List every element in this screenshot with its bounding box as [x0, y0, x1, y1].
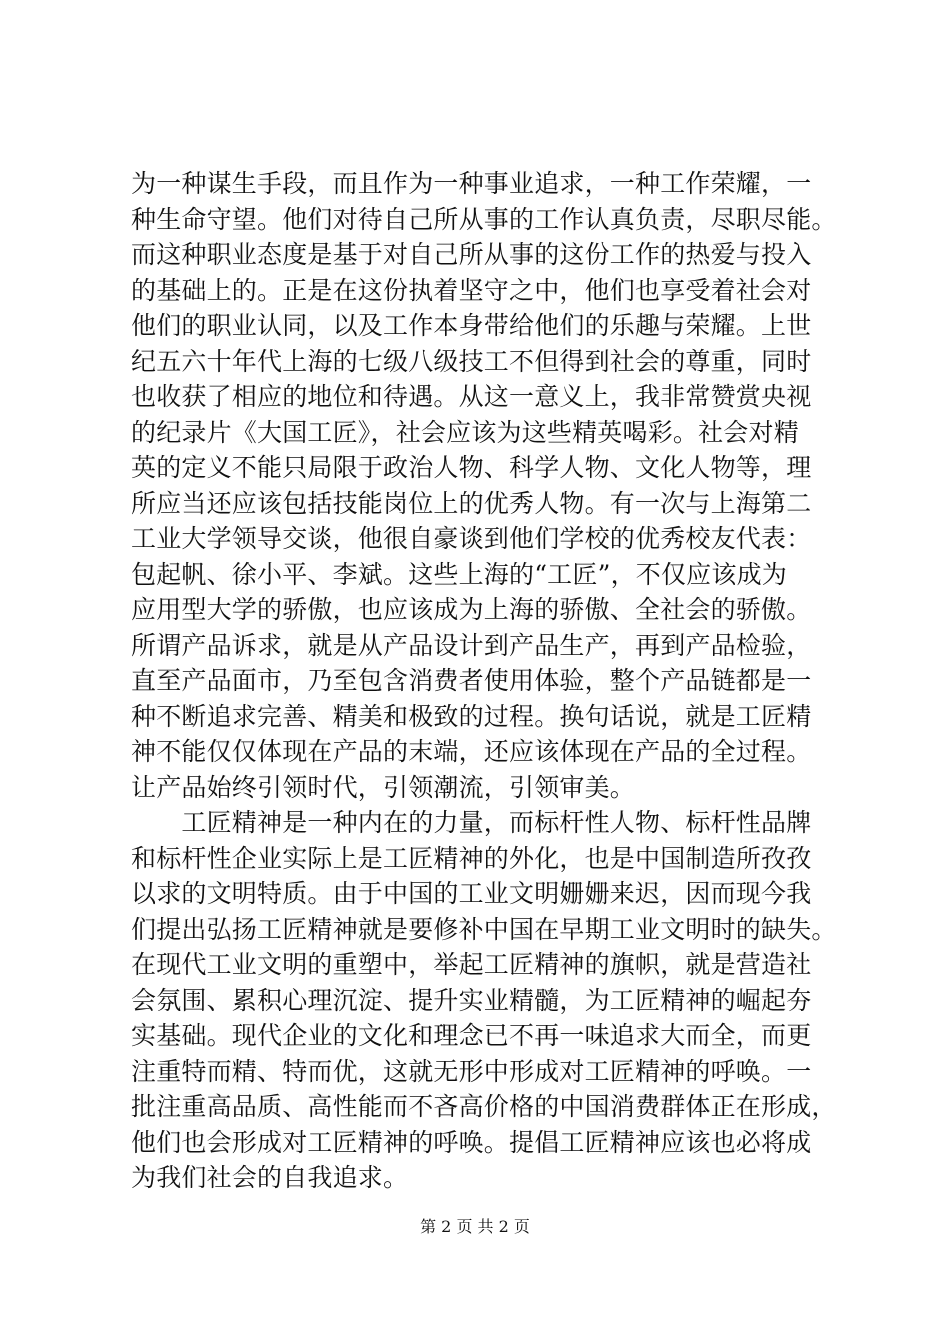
text-line: 为我们社会的自我追求。 [131, 1163, 409, 1192]
page-footer [0, 1215, 950, 1239]
text-line: 工业大学领导交谈，他很自豪谈到他们学校的优秀校友代表： [131, 524, 812, 553]
text-line: 而这种职业态度是基于对自己所从事的这份工作的热爱与投入 [131, 240, 812, 269]
text-line: 工匠精神是一种内在的力量，而标杆性人物、标杆性品牌 [131, 808, 812, 837]
text-line: 在现代工业文明的重塑中，举起工匠精神的旗帜，就是营造社 [131, 950, 812, 979]
text-line: 注重特而精、特而优，这就无形中形成对工匠精神的呼唤。一 [131, 1056, 812, 1086]
text-line: 英的定义不能只局限于政治人物、科学人物、文化人物等，理 [131, 453, 812, 482]
text-line: 以求的文明特质。由于中国的工业文明姗姗来迟，因而现今我 [131, 879, 812, 908]
text-line: 们提出弘扬工匠精神就是要修补中国在早期工业文明时的缺失。 [131, 914, 837, 944]
text-line: 种生命守望。他们对待自己所从事的工作认真负责，尽职尽能。 [131, 204, 837, 234]
text-line: 纪五六十年代上海的七级八级技工不但得到社会的尊重，同时 [131, 346, 812, 376]
text-line: 和标杆性企业实际上是工匠精神的外化，也是中国制造所孜孜 [131, 843, 812, 873]
body-text [131, 166, 837, 1196]
text-line: 神不能仅仅体现在产品的末端，还应该体现在产品的全过程。 [131, 737, 812, 766]
page-number-label: 第 2 页 共 2 页 [420, 1217, 530, 1236]
text-line: 应用型大学的骄傲，也应该成为上海的骄傲、全社会的骄傲。 [131, 595, 812, 624]
text-line: 为一种谋生手段，而且作为一种事业追求，一种工作荣耀，一 [131, 169, 812, 198]
text-line: 的基础上的。正是在这份执着坚守之中，他们也享受着社会对 [131, 275, 812, 305]
text-line: 所应当还应该包括技能岗位上的优秀人物。有一次与上海第二 [131, 488, 812, 518]
text-line: 批注重高品质、高性能而不吝高价格的中国消费群体正在形成， [131, 1092, 837, 1121]
text-line: 让产品始终引领时代，引领潮流，引领审美。 [131, 772, 636, 802]
text-line: 直至产品面市，乃至包含消费者使用体验，整个产品链都是一 [131, 666, 812, 695]
text-line: 种不断追求完善、精美和极致的过程。换句话说，就是工匠精 [131, 701, 812, 731]
text-line: 实基础。现代企业的文化和理念已不再一味追求大而全，而更 [131, 1021, 812, 1050]
text-line: 会氛围、累积心理沉淀、提升实业精髓，为工匠精神的崛起夯 [131, 985, 812, 1015]
text-line: 包起帆、徐小平、李斌。这些上海的“工匠”，不仅应该成为 [131, 559, 787, 589]
text-line: 他们也会形成对工匠精神的呼唤。提倡工匠精神应该也必将成 [131, 1127, 812, 1157]
text-line: 所谓产品诉求，就是从产品设计到产品生产，再到产品检验， [131, 630, 812, 660]
text-line: 也收获了相应的地位和待遇。从这一意义上，我非常赞赏央视 [131, 382, 812, 411]
text-line: 他们的职业认同，以及工作本身带给他们的乐趣与荣耀。上世 [131, 311, 812, 340]
text-line: 的纪录片《大国工匠》，社会应该为这些精英喝彩。社会对精 [131, 417, 799, 447]
